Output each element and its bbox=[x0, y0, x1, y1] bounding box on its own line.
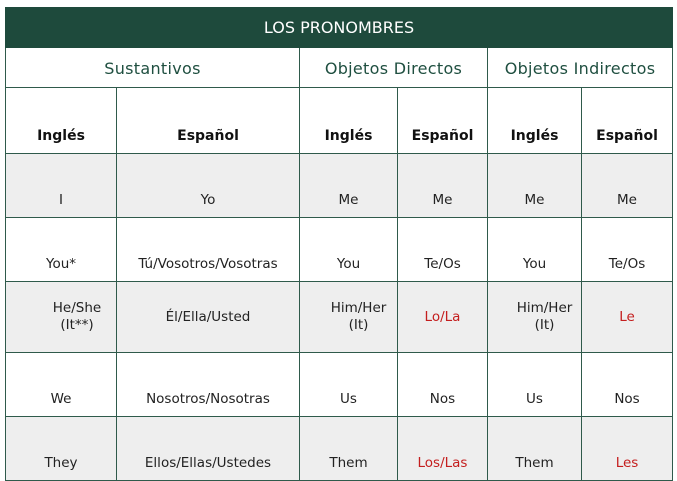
subheader-ingles: Inglés bbox=[300, 88, 398, 154]
subheader-ingles: Inglés bbox=[488, 88, 582, 154]
subheader-espanol: Español bbox=[582, 88, 673, 154]
sustantivo-ingles-line1: He/She bbox=[52, 300, 102, 316]
group-sustantivos: Sustantivos bbox=[6, 48, 300, 88]
indirecto-ingles: Us bbox=[488, 353, 582, 417]
subheader-espanol: Español bbox=[398, 88, 488, 154]
subheader-row bbox=[6, 88, 673, 154]
group-objetos-directos: Objetos Directos bbox=[300, 48, 488, 88]
indirecto-ingles: Them bbox=[488, 417, 582, 481]
table-title: LOS PRONOMBRES bbox=[6, 8, 673, 48]
directo-espanol: Nos bbox=[398, 353, 488, 417]
indirecto-espanol: Me bbox=[582, 154, 673, 218]
indirecto-espanol: Nos bbox=[582, 353, 673, 417]
sustantivo-espanol: Yo bbox=[117, 154, 300, 218]
title-row bbox=[6, 8, 673, 48]
indirecto-ingles: Me bbox=[488, 154, 582, 218]
sustantivo-ingles-line2: (It**) bbox=[60, 317, 94, 333]
group-header-row bbox=[6, 48, 673, 88]
sustantivo-espanol: Tú/Vosotros/Vosotras bbox=[117, 218, 300, 282]
directo-ingles: Them bbox=[300, 417, 398, 481]
sustantivo-ingles: You* bbox=[6, 218, 117, 282]
directo-espanol: Me bbox=[398, 154, 488, 218]
sustantivo-espanol: Nosotros/Nosotras bbox=[117, 353, 300, 417]
indirecto-ingles bbox=[488, 282, 582, 353]
table-row bbox=[6, 154, 673, 218]
subheader-espanol: Español bbox=[117, 88, 300, 154]
group-objetos-indirectos: Objetos Indirectos bbox=[488, 48, 673, 88]
indirecto-ingles-line1: Him/Her bbox=[516, 300, 573, 316]
directo-ingles-line1: Him/Her bbox=[330, 300, 387, 316]
indirecto-espanol: Te/Os bbox=[582, 218, 673, 282]
table-row bbox=[6, 417, 673, 481]
indirecto-ingles-line2: (It) bbox=[534, 317, 555, 333]
directo-espanol: Lo/La bbox=[398, 282, 488, 353]
directo-ingles: Us bbox=[300, 353, 398, 417]
directo-ingles bbox=[300, 282, 398, 353]
indirecto-espanol: Les bbox=[582, 417, 673, 481]
sustantivo-espanol: Él/Ella/Usted bbox=[117, 282, 300, 353]
sustantivo-ingles: They bbox=[6, 417, 117, 481]
sustantivo-ingles: We bbox=[6, 353, 117, 417]
sustantivo-espanol: Ellos/Ellas/Ustedes bbox=[117, 417, 300, 481]
directo-ingles-line2: (It) bbox=[348, 317, 369, 333]
indirecto-ingles: You bbox=[488, 218, 582, 282]
directo-ingles: Me bbox=[300, 154, 398, 218]
pronouns-table bbox=[5, 7, 673, 481]
sustantivo-ingles: I bbox=[6, 154, 117, 218]
subheader-ingles: Inglés bbox=[6, 88, 117, 154]
directo-espanol: Los/Las bbox=[398, 417, 488, 481]
sustantivo-ingles bbox=[6, 282, 117, 353]
table-row bbox=[6, 282, 673, 353]
indirecto-espanol: Le bbox=[582, 282, 673, 353]
table-row bbox=[6, 353, 673, 417]
directo-espanol: Te/Os bbox=[398, 218, 488, 282]
table-row bbox=[6, 218, 673, 282]
directo-ingles: You bbox=[300, 218, 398, 282]
